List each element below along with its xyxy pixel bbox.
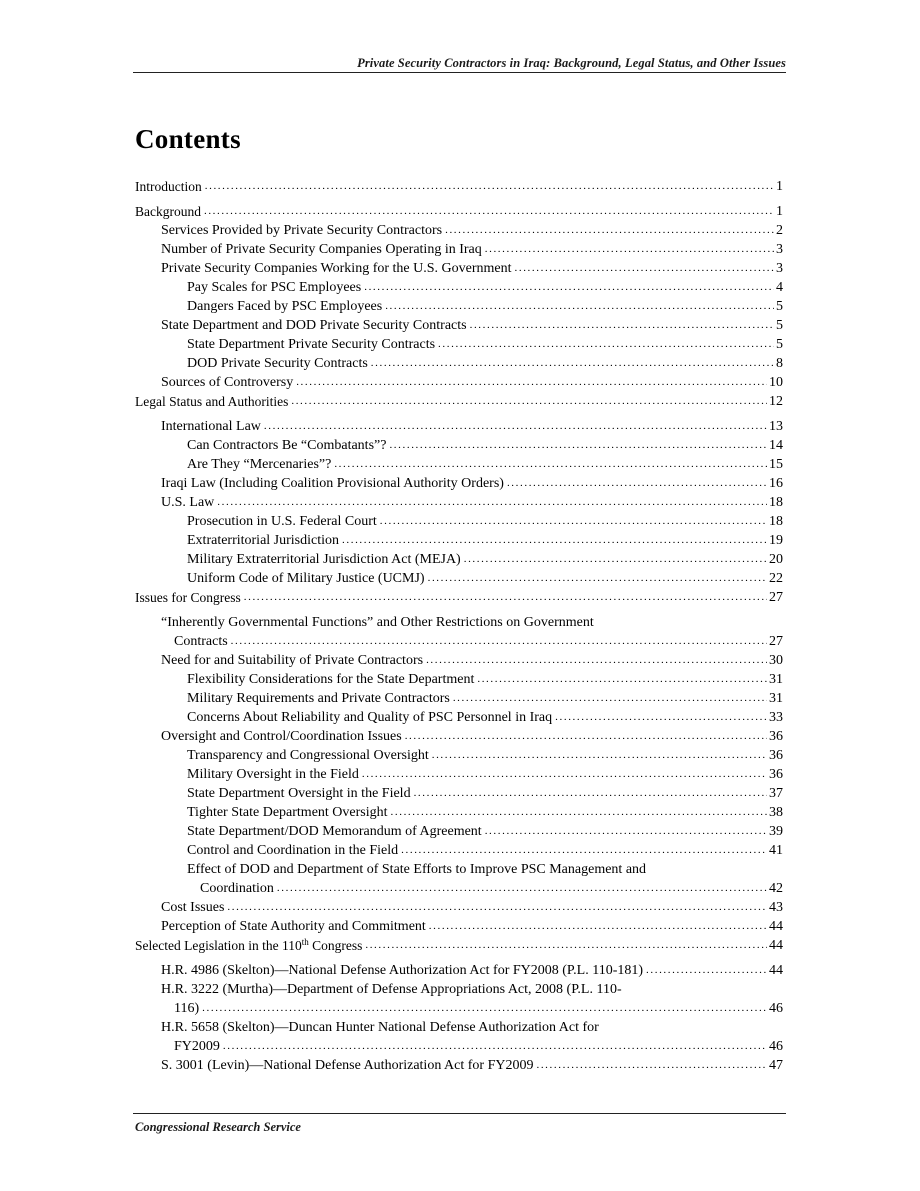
toc-entry[interactable] [135,708,783,727]
dot-leader [264,421,767,432]
toc-entry[interactable] [135,417,783,436]
toc-page-number: 31 [769,672,783,687]
dot-leader [470,320,774,331]
dot-leader [204,206,774,217]
toc-entry-title: State Department and DOD Private Security Contracts [161,318,467,333]
toc-entry-title: Extraterritorial Jurisdiction [187,533,340,548]
toc-entry-title [135,936,362,955]
dot-leader [365,940,767,951]
toc-entry-title: Flexibility Considerations for the State Department [187,672,475,687]
dot-leader [385,301,774,312]
toc-entry[interactable] [135,1056,783,1075]
toc-page-number: 12 [769,394,783,409]
toc-title-continuation [161,632,783,651]
dot-leader [364,282,774,293]
toc-page-number: 2 [776,223,783,238]
toc-entry-title: State Department Private Security Contracts [187,337,436,352]
toc-page-number: 31 [769,691,783,706]
dot-leader [205,181,774,192]
toc-entry[interactable] [135,278,783,297]
dot-leader [438,339,774,350]
toc-page-number: 44 [769,963,783,978]
toc-page-number: 46 [769,1039,783,1054]
toc-entry[interactable] [135,727,783,746]
toc-entry[interactable] [135,898,783,917]
toc-page-number: 20 [769,552,783,567]
toc-entry-title: Control and Coordination in the Field [187,843,399,858]
toc-entry-title: U.S. Law [161,495,215,510]
toc-entry-title: Private Security Companies Working for the U.S. Government [161,261,512,276]
dot-leader [445,225,774,236]
toc-page-number: 47 [769,1058,783,1073]
dot-leader [202,1003,767,1014]
toc-page-number: 5 [776,299,783,314]
dot-leader [464,554,767,565]
toc-title-line1: Effect of DOD and Department of State Efforts to Improve PSC Management and [187,862,647,877]
dot-leader [334,459,767,470]
toc-entry[interactable] [135,746,783,765]
toc-entry-title: S. 3001 (Levin)—National Defense Authorization Act for FY2009 [161,1058,534,1073]
toc-page-number: 5 [776,318,783,333]
dot-leader [432,750,767,761]
toc-entry[interactable] [135,613,783,651]
dot-leader [223,1041,767,1052]
toc-entry[interactable] [135,221,783,240]
toc-page-number: 27 [769,590,783,605]
toc-page-number: 18 [769,514,783,529]
toc-entry[interactable] [135,512,783,531]
toc-entry-title [161,1018,783,1056]
toc-entry-title: Military Requirements and Private Contractors [187,691,450,706]
page-title: Contents [135,124,241,154]
toc-page-number: 5 [776,337,783,352]
toc-entry[interactable] [135,860,783,898]
toc-page-number: 3 [776,242,783,257]
dot-leader [485,244,774,255]
toc-entry[interactable] [135,177,783,196]
toc-entry-title: Prosecution in U.S. Federal Court [187,514,377,529]
dot-leader [405,731,767,742]
toc-page-number: 22 [769,571,783,586]
toc-entry-title: Number of Private Security Companies Operating in Iraq [161,242,482,257]
toc-page-number: 38 [769,805,783,820]
toc-page-number: 44 [769,919,783,934]
toc-page-number: 16 [769,476,783,491]
toc-entry-title: State Department/DOD Memorandum of Agreement [187,824,482,839]
dot-leader [477,674,767,685]
toc-entry[interactable] [135,455,783,474]
dot-leader [227,902,767,913]
toc-title-part: Selected Legislation in the 110 [135,938,302,953]
toc-entry[interactable] [135,436,783,455]
toc-title-line2: Contracts [174,634,228,649]
toc-entry[interactable] [135,961,783,980]
toc-page-number: 39 [769,824,783,839]
running-header: Private Security Contractors in Iraq: Background, Legal Status, and Other Issues [357,56,786,70]
running-footer: Congressional Research Service [135,1120,301,1134]
toc-entry-title [161,980,783,1018]
toc-entry-title: Issues for Congress [135,590,241,605]
toc-page-number: 13 [769,419,783,434]
toc-page-number: 42 [769,881,783,896]
toc-entry[interactable] [135,803,783,822]
toc-entry-title: Are They “Mercenaries”? [187,457,332,472]
toc-entry-title [161,613,783,651]
toc-entry[interactable] [135,784,783,803]
dot-leader [217,497,767,508]
toc-title-continuation [161,999,783,1018]
toc-entry-title [187,860,783,898]
dot-leader [231,636,767,647]
dot-leader [401,845,767,856]
toc-title-line2: 116) [174,1001,200,1016]
dot-leader [429,921,767,932]
toc-page-number: 36 [769,729,783,744]
dot-leader [426,655,767,666]
toc-entry[interactable] [135,689,783,708]
toc-entry[interactable] [135,822,783,841]
toc-page-number: 36 [769,767,783,782]
toc-title-line2: FY2009 [174,1039,220,1054]
toc-entry[interactable] [135,569,783,588]
dot-leader [380,516,767,527]
ordinal-superscript: th [301,937,309,947]
toc-entry-title: Legal Status and Authorities [135,394,289,409]
toc-title-line1: H.R. 3222 (Murtha)—Department of Defense Appropriations Act, 2008 (P.L. 110- [161,982,622,997]
toc-page-number: 27 [769,634,783,649]
toc-entry[interactable] [135,670,783,689]
toc-entry[interactable] [135,1018,783,1056]
toc-entry-title: Uniform Code of Military Justice (UCMJ) [187,571,425,586]
toc-page-number: 14 [769,438,783,453]
toc-page-number: 30 [769,653,783,668]
dot-leader [485,826,767,837]
dot-leader [536,1060,767,1071]
header-rule [133,72,786,73]
toc-page-number: 44 [769,938,783,953]
dot-leader [515,263,775,274]
toc-entry-title: Iraqi Law (Including Coalition Provisional Authority Orders) [161,476,504,491]
toc-page-number: 19 [769,533,783,548]
dot-leader [296,377,767,388]
toc-entry[interactable] [135,917,783,936]
toc-page-number: 4 [776,280,783,295]
dot-leader [244,592,767,603]
toc-entry-title: H.R. 4986 (Skelton)—National Defense Authorization Act for FY2008 (P.L. 110-181) [161,963,644,978]
dot-leader [277,883,767,894]
toc-entry-title: State Department Oversight in the Field [187,786,411,801]
toc-entry[interactable] [135,240,783,259]
toc-entry[interactable] [135,841,783,860]
toc-entry-title: Oversight and Control/Coordination Issues [161,729,402,744]
toc-entry[interactable] [135,297,783,316]
toc-entry-title: DOD Private Security Contracts [187,356,368,371]
toc-entry-title: Concerns About Reliability and Quality of PSC Personnel in Iraq [187,710,553,725]
dot-leader [342,535,767,546]
dot-leader [371,358,774,369]
toc-title-line1: “Inherently Governmental Functions” and Other Restrictions on Government [161,615,594,630]
toc-entry[interactable] [135,392,783,411]
toc-entry-title: Tighter State Department Oversight [187,805,388,820]
toc-entry[interactable] [135,531,783,550]
toc-page-number: 18 [769,495,783,510]
toc-title-part: Congress [308,938,363,953]
dot-leader [414,788,767,799]
toc-entry[interactable] [135,550,783,569]
toc-title-continuation [161,1037,783,1056]
toc-entry[interactable] [135,588,783,607]
toc-entry[interactable] [135,493,783,512]
toc-entry-title: Transparency and Congressional Oversight [187,748,429,763]
toc-entry-title: Sources of Controversy [161,375,294,390]
dot-leader [389,440,767,451]
toc-page-number: 10 [769,375,783,390]
toc-page-number: 1 [776,204,783,219]
toc-entry[interactable] [135,765,783,784]
toc-title-line2: Coordination [200,881,274,896]
toc-entry[interactable] [135,316,783,335]
dot-leader [453,693,767,704]
toc-page-number: 15 [769,457,783,472]
toc-entry[interactable] [135,354,783,373]
toc-entry-title: Military Extraterritorial Jurisdiction Act (MEJA) [187,552,461,567]
toc-page-number: 37 [769,786,783,801]
dot-leader [507,478,767,489]
toc-entry[interactable] [135,980,783,1018]
toc-entry-title: Cost Issues [161,900,225,915]
toc-entry-title: Need for and Suitability of Private Contractors [161,653,424,668]
toc-page-number: 46 [769,1001,783,1016]
toc-page-number: 8 [776,356,783,371]
toc-entry[interactable] [135,651,783,670]
toc-entry-title: Dangers Faced by PSC Employees [187,299,383,314]
toc-page-number: 3 [776,261,783,276]
toc-entry[interactable] [135,936,783,955]
toc-page-number: 43 [769,900,783,915]
toc-entry-title: Perception of State Authority and Commitment [161,919,426,934]
toc-entry[interactable] [135,373,783,392]
dot-leader [362,769,767,780]
toc-entry[interactable] [135,335,783,354]
footer-rule [133,1113,786,1114]
toc-page-number: 41 [769,843,783,858]
toc-page-number: 36 [769,748,783,763]
dot-leader [391,807,767,818]
toc-entry-title: International Law [161,419,261,434]
toc-entry-title: Introduction [135,179,202,194]
toc-title-line1: H.R. 5658 (Skelton)—Duncan Hunter National Defense Authorization Act for [161,1020,599,1035]
toc-title-continuation [187,879,783,898]
toc-entry[interactable] [135,259,783,278]
dot-leader [555,712,767,723]
dot-leader [291,396,767,407]
toc-page-number: 1 [776,179,783,194]
dot-leader [646,965,767,976]
toc-entry-title: Pay Scales for PSC Employees [187,280,362,295]
toc-page-number: 33 [769,710,783,725]
toc-entry[interactable] [135,474,783,493]
toc-entry-title: Military Oversight in the Field [187,767,359,782]
table-of-contents [135,177,783,1075]
dot-leader [428,573,767,584]
toc-entry-title: Can Contractors Be “Combatants”? [187,438,387,453]
toc-entry-title: Background [135,204,201,219]
toc-entry-title: Services Provided by Private Security Contractors [161,223,443,238]
toc-entry[interactable] [135,202,783,221]
